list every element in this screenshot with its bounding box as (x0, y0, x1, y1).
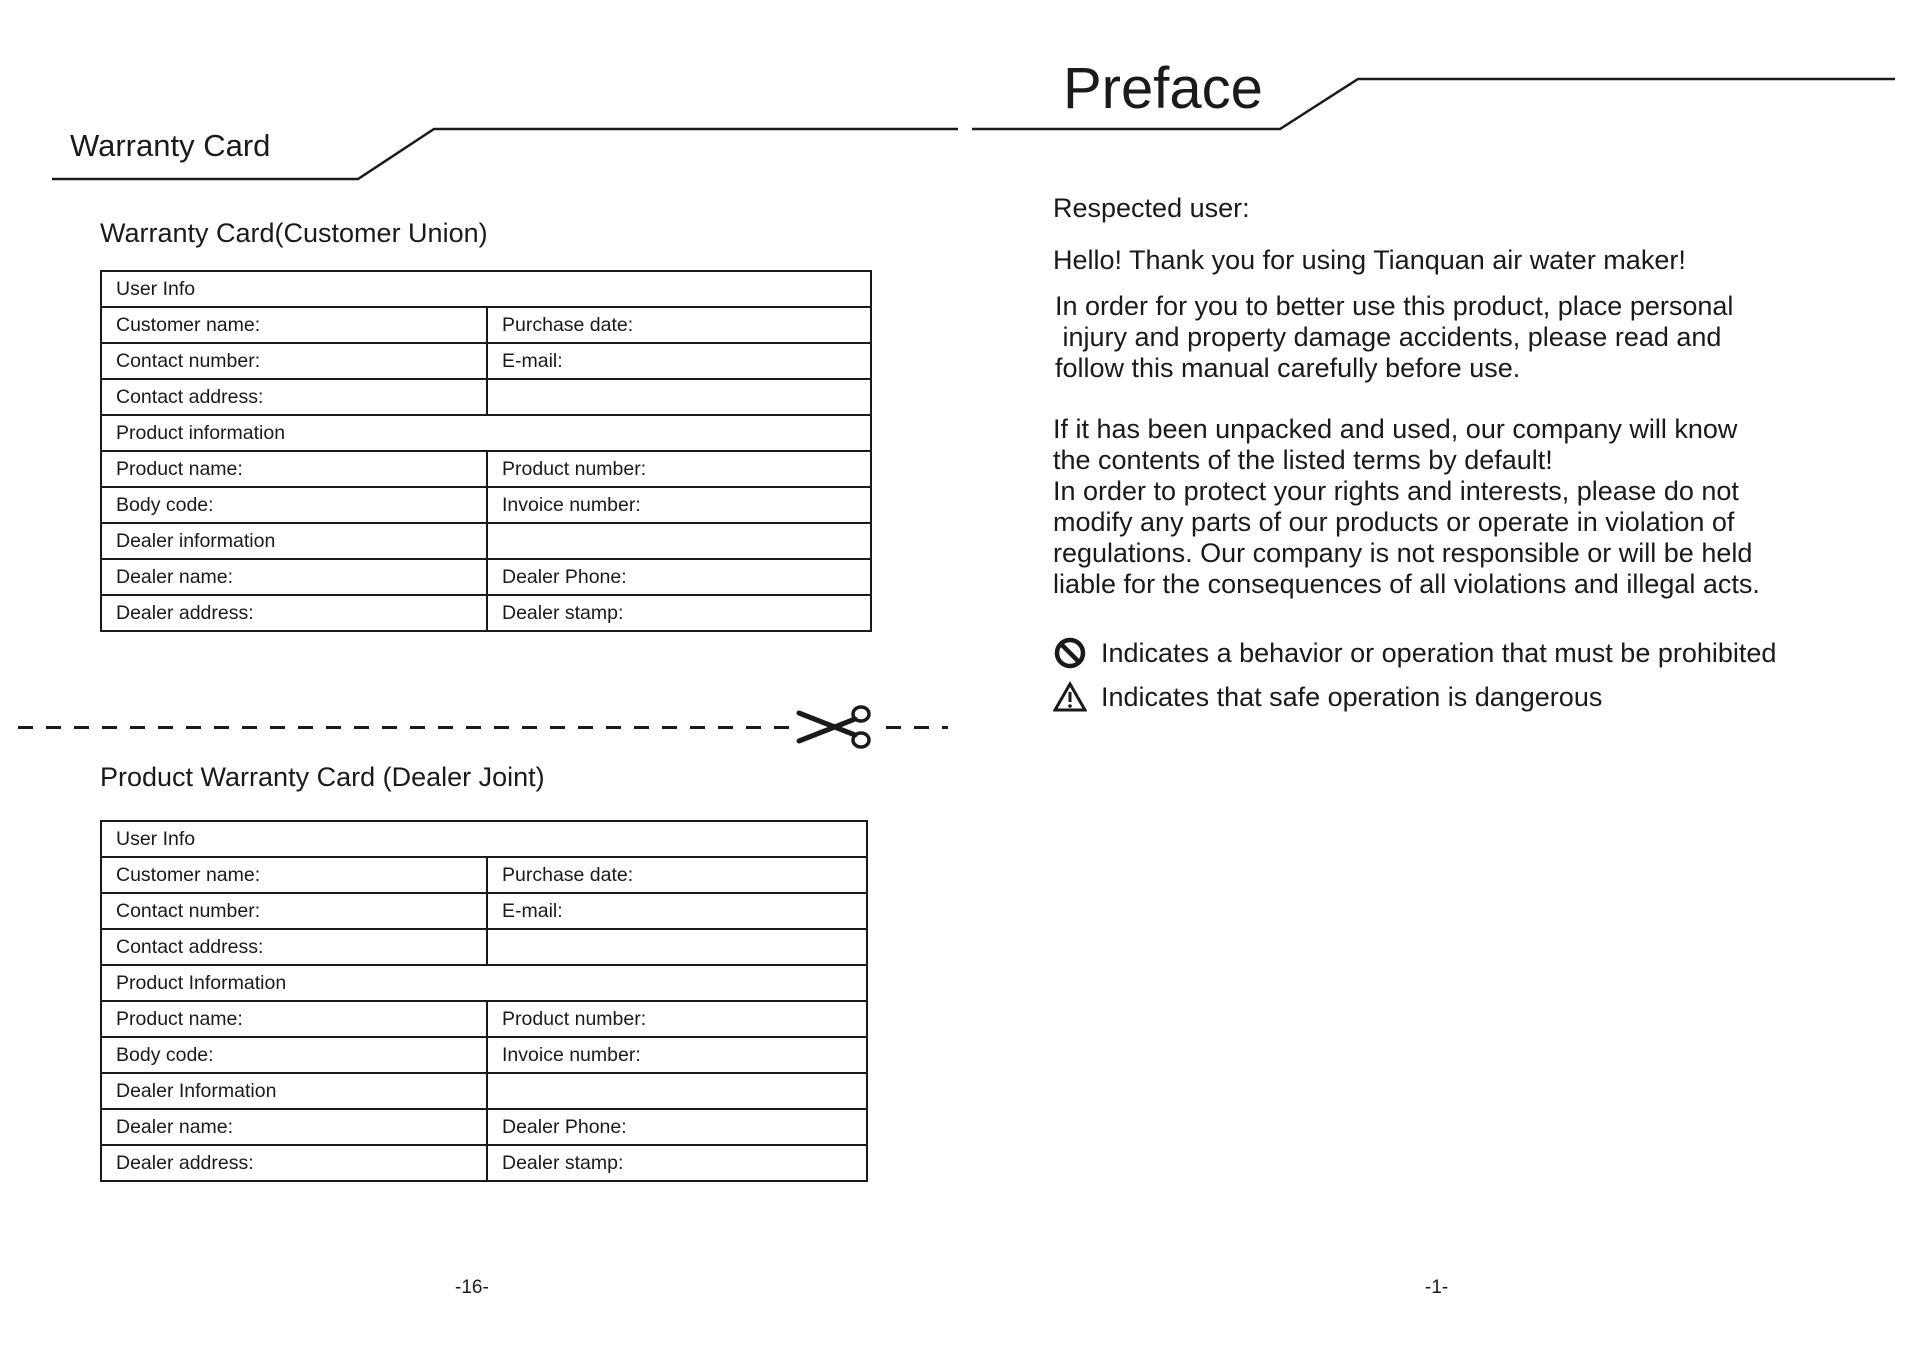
field-cell: E-mail: (487, 893, 867, 929)
table-row (101, 415, 871, 451)
field-label-cell: Body code: (101, 487, 487, 523)
warranty-heading-rule (0, 0, 960, 190)
field-cell (487, 1073, 867, 1109)
legend-prohibited-text: Indicates a behavior or operation that must be prohibited (1101, 637, 1777, 668)
section-header-cell: User Info (101, 821, 867, 857)
field-cell (487, 929, 867, 965)
table-row (101, 523, 871, 559)
table-row (101, 1001, 867, 1037)
para-line: follow this manual carefully before use. (1055, 353, 1521, 383)
para-line: injury and property damage accidents, please read and (1055, 322, 1722, 352)
warranty-card-heading: Warranty Card (70, 128, 271, 163)
field-cell: Product number: (487, 451, 871, 487)
field-cell: Invoice number: (487, 487, 871, 523)
field-cell: Purchase date: (487, 307, 871, 343)
field-cell (487, 379, 871, 415)
usage-paragraph (1055, 291, 1835, 384)
para-line: In order for you to better use this product, place personal (1055, 291, 1734, 321)
legend-prohibited (1053, 636, 1776, 670)
section-header-cell: Product Information (101, 965, 867, 1001)
field-cell: Product number: (487, 1001, 867, 1037)
table-row (101, 379, 871, 415)
field-label-cell: Dealer information (101, 523, 487, 559)
dealer-warranty-table (100, 820, 868, 1182)
legend-danger (1053, 681, 1602, 713)
field-cell (487, 523, 871, 559)
table-row (101, 343, 871, 379)
warning-icon (1053, 681, 1087, 713)
field-label-cell: Contact address: (101, 929, 487, 965)
legend-danger-text: Indicates that safe operation is dangerous (1101, 681, 1603, 712)
para-line: regulations. Our company is not responsible or will be held (1053, 538, 1753, 568)
hello-text: Hello! Thank you for using Tianquan air water maker! (1053, 245, 1686, 275)
field-label-cell: Customer name: (101, 307, 487, 343)
terms-paragraph (1053, 414, 1833, 600)
field-label-cell: Dealer address: (101, 1145, 487, 1181)
customer-warranty-table (100, 270, 872, 632)
field-label-cell: Dealer name: (101, 1109, 487, 1145)
field-label-cell: Contact number: (101, 893, 487, 929)
table-row (101, 929, 867, 965)
customer-card-title: Warranty Card(Customer Union) (100, 218, 488, 248)
field-label-cell: Customer name: (101, 857, 487, 893)
scissors-icon (795, 703, 873, 751)
table-row (101, 307, 871, 343)
field-cell: Invoice number: (487, 1037, 867, 1073)
prohibited-icon (1053, 636, 1087, 670)
dealer-table-body (101, 821, 867, 1181)
table-row (101, 965, 867, 1001)
field-label-cell: Contact number: (101, 343, 487, 379)
field-label-cell: Dealer name: (101, 559, 487, 595)
field-label-cell: Contact address: (101, 379, 487, 415)
table-row (101, 1037, 867, 1073)
table-row (101, 559, 871, 595)
field-label-cell: Product name: (101, 1001, 487, 1037)
section-header-cell: User Info (101, 271, 871, 307)
table-row (101, 595, 871, 631)
table-row (101, 271, 871, 307)
field-cell: Dealer Phone: (487, 1109, 867, 1145)
customer-table-body (101, 271, 871, 631)
para-line: If it has been unpacked and used, our company will know (1053, 414, 1738, 444)
field-cell: E-mail: (487, 343, 871, 379)
dealer-card-title: Product Warranty Card (Dealer Joint) (100, 762, 545, 792)
preface-heading-rule (960, 0, 1920, 140)
table-row (101, 821, 867, 857)
preface-heading: Preface (1063, 56, 1263, 121)
greeting-text: Respected user: (1053, 193, 1250, 223)
field-cell: Dealer stamp: (487, 595, 871, 631)
field-cell: Dealer Phone: (487, 559, 871, 595)
para-line: liable for the consequences of all violations and illegal acts. (1053, 569, 1760, 599)
section-header-cell: Product information (101, 415, 871, 451)
table-row (101, 857, 867, 893)
field-cell: Purchase date: (487, 857, 867, 893)
field-label-cell: Dealer Information (101, 1073, 487, 1109)
field-label-cell: Product name: (101, 451, 487, 487)
table-row (101, 487, 871, 523)
page-number-right: -1- (1425, 1277, 1449, 1298)
para-line: the contents of the listed terms by default! (1053, 445, 1553, 475)
page-number-left: -16- (455, 1277, 489, 1298)
field-cell: Dealer stamp: (487, 1145, 867, 1181)
field-label-cell: Dealer address: (101, 595, 487, 631)
field-label-cell: Body code: (101, 1037, 487, 1073)
para-line: modify any parts of our products or operate in violation of (1053, 507, 1735, 537)
table-row (101, 451, 871, 487)
table-row (101, 1109, 867, 1145)
table-row (101, 893, 867, 929)
para-line: In order to protect your rights and interests, please do not (1053, 476, 1739, 506)
table-row (101, 1073, 867, 1109)
table-row (101, 1145, 867, 1181)
